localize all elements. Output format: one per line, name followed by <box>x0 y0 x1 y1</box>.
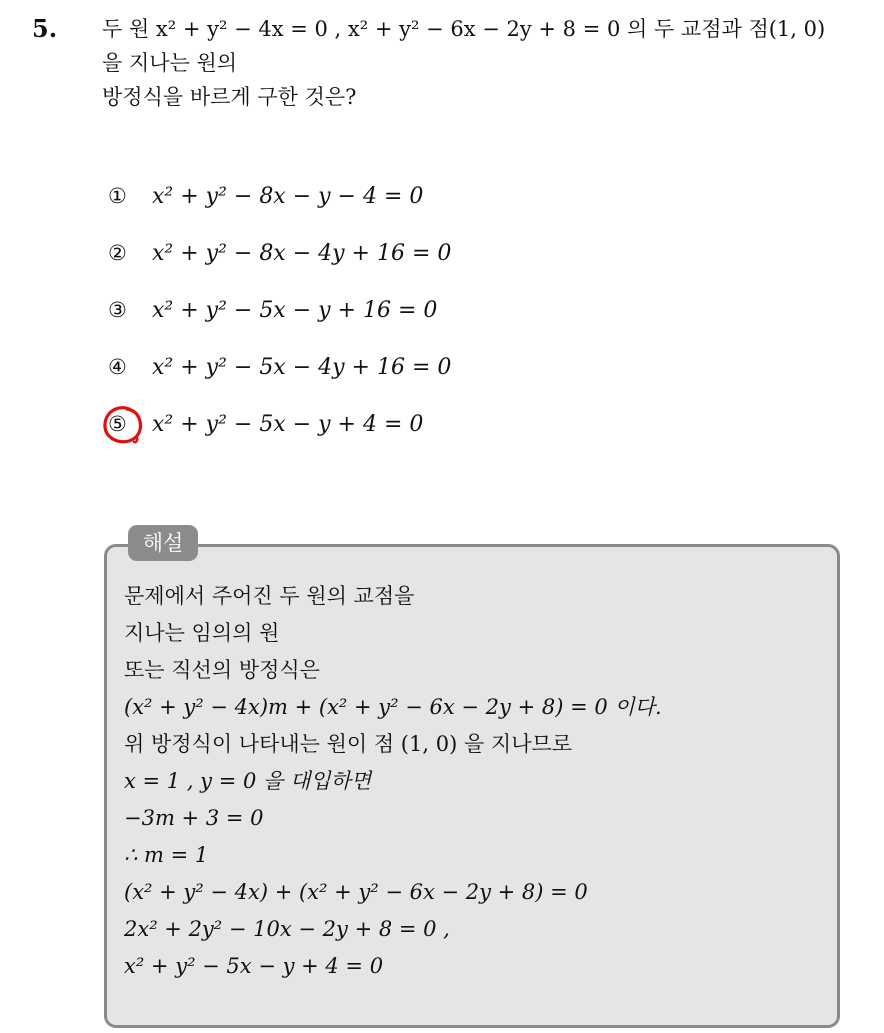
question-stem <box>102 12 872 114</box>
choice-expression: x² + y² − 8x − y − 4 = 0 <box>152 184 424 209</box>
solution-line: (x² + y² − 4x)m + (x² + y² − 6x − 2y + 8) = 0 이다. <box>124 695 662 719</box>
solution-line: 2x² + 2y² − 10x − 2y + 8 = 0 , <box>124 917 450 941</box>
solution-line: 문제에서 주어진 두 원의 교점을 <box>124 584 415 608</box>
choice-mark: ⑤ <box>108 412 127 436</box>
solution-line: (x² + y² − 4x) + (x² + y² − 6x − 2y + 8) = 0 <box>124 880 588 904</box>
choice-mark: ① <box>108 184 127 208</box>
solution-line: x² + y² − 5x − y + 4 = 0 <box>124 954 384 978</box>
choice-expression: x² + y² − 5x − y + 16 = 0 <box>152 298 438 323</box>
choice-1[interactable] <box>104 176 451 233</box>
solution-line: 위 방정식이 나타내는 원이 점 (1, 0) 을 지나므로 <box>124 732 573 756</box>
choice-expression: x² + y² − 5x − 4y + 16 = 0 <box>152 355 452 380</box>
solution-line: ∴ m = 1 <box>124 843 209 867</box>
solution-text <box>124 578 824 985</box>
choice-5[interactable] <box>104 404 451 461</box>
solution-line: −3m + 3 = 0 <box>124 806 264 830</box>
choice-mark: ④ <box>108 355 127 379</box>
stem-line: 방정식을 바르게 구한 것은? <box>102 85 357 109</box>
choice-3[interactable] <box>104 290 451 347</box>
question-number: 5. <box>32 14 58 43</box>
solution-line: x = 1 , y = 0 을 대입하면 <box>124 769 372 793</box>
choice-expression: x² + y² − 5x − y + 4 = 0 <box>152 412 424 437</box>
choice-mark: ② <box>108 241 127 265</box>
choice-4[interactable] <box>104 347 451 404</box>
choice-2[interactable] <box>104 233 451 290</box>
answer-circle-icon <box>101 402 145 446</box>
choice-list <box>104 176 451 461</box>
solution-line: 또는 직선의 방정식은 <box>124 658 320 682</box>
stem-line: 두 원 x² + y² − 4x = 0 , x² + y² − 6x − 2y + 8 = 0 의 두 교점과 점(1, 0) <box>102 17 826 41</box>
solution-label: 해설 <box>128 525 198 561</box>
solution-line: 지나는 임의의 원 <box>124 621 280 645</box>
choice-mark: ③ <box>108 298 127 322</box>
choice-expression: x² + y² − 8x − 4y + 16 = 0 <box>152 241 452 266</box>
stem-line: 을 지나는 원의 <box>102 51 238 75</box>
